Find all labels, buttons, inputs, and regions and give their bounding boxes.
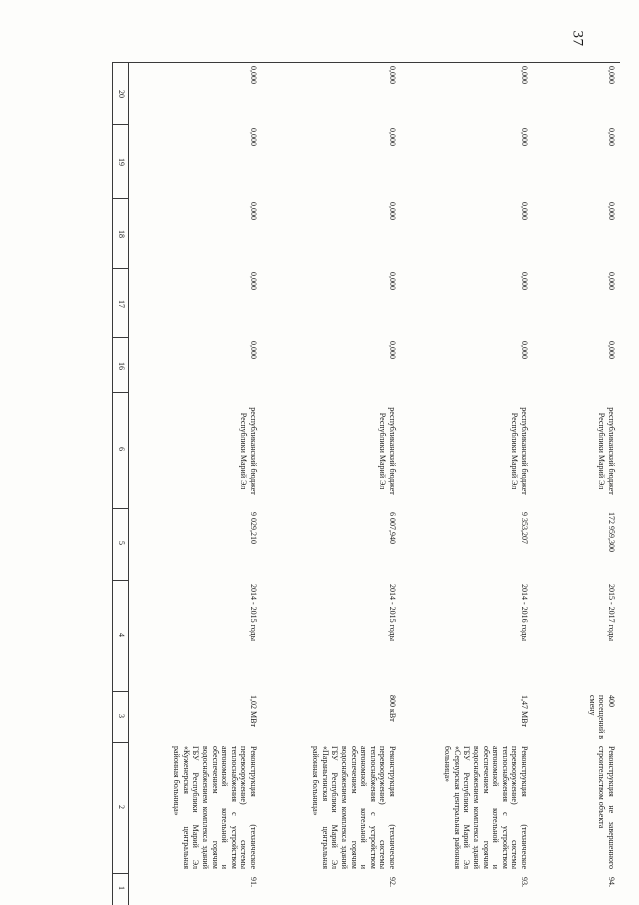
cell-18: 0,000 <box>249 202 258 220</box>
cell-17: 0,000 <box>607 272 616 290</box>
cell-16: 0,000 <box>388 341 397 359</box>
header-col-20: 20 <box>117 90 126 98</box>
header-col-3: 3 <box>117 713 126 718</box>
cell-cost: 9 029,210 <box>249 512 258 544</box>
cell-source: республиканский бюджет Республики Марий Эл <box>239 407 258 495</box>
page-number: 37 <box>569 30 586 47</box>
cell-cost: 172 959,300 <box>607 512 616 552</box>
cell-19: 0,000 <box>520 128 529 146</box>
cell-capacity: 1,02 МВт <box>249 695 258 727</box>
header-column-divider <box>112 337 128 338</box>
cell-20: 0,000 <box>607 66 616 84</box>
cell-19: 0,000 <box>388 128 397 146</box>
header-col-2: 2 <box>117 804 126 809</box>
cell-period: 2015 - 2017 годы <box>607 584 616 641</box>
cell-number: 92. <box>388 877 397 887</box>
cell-19: 0,000 <box>249 128 258 146</box>
header-column-divider <box>112 124 128 125</box>
cell-cost: 6 007,940 <box>388 512 397 544</box>
header-col-6: 6 <box>117 447 126 451</box>
cell-name: Реконструкция (техническое перевооружение) системы теплоснабжения с устройством автономной котельной и обеспечением горячим водоснабжением комплекса зданий ГБУ Республики Марий Эл «Параньгинская центральная районная больница» <box>311 746 397 869</box>
cell-18: 0,000 <box>520 202 529 220</box>
header-column-divider <box>112 268 128 269</box>
header-column-divider <box>112 392 128 393</box>
cell-16: 0,000 <box>607 341 616 359</box>
cell-capacity: 800 кВт <box>388 695 397 722</box>
cell-17: 0,000 <box>388 272 397 290</box>
header-col-19: 19 <box>117 158 126 166</box>
cell-18: 0,000 <box>607 202 616 220</box>
header-col-5: 5 <box>117 541 126 545</box>
header-col-4: 4 <box>117 632 126 637</box>
cell-20: 0,000 <box>249 66 258 84</box>
header-column-divider <box>112 873 128 874</box>
cell-19: 0,000 <box>607 128 616 146</box>
cell-name: Реконструкция (техническое перевооружение) системы теплоснабжения с устройством автономной котельной и обеспечением горячим водоснабжением комплекса зданий ГБУ Республики Марий Эл «Сернурская центральная районная больница» <box>443 746 529 869</box>
header-column-divider <box>112 691 128 692</box>
header-col-16: 16 <box>117 361 126 370</box>
cell-period: 2014 - 2015 годы <box>388 584 397 641</box>
cell-name: Реконструкция (техническое перевооружение) системы теплоснабжения с устройством автономной котельной и обеспечением горячим водоснабжением комплекса зданий ГБУ Республики Марий Эл «Куженерская центральная районная больница» <box>172 746 258 869</box>
cell-cost: 9 353,207 <box>520 512 529 544</box>
table-border-top <box>112 62 620 63</box>
table-border-left <box>112 62 113 905</box>
cell-20: 0,000 <box>520 66 529 84</box>
cell-source: республиканский бюджет Республики Марий Эл <box>378 407 397 495</box>
cell-20: 0,000 <box>388 66 397 84</box>
cell-source: республиканский бюджет Республики Марий Эл <box>510 407 529 495</box>
cell-16: 0,000 <box>520 341 529 359</box>
cell-period: 2014 - 2015 годы <box>249 584 258 641</box>
cell-number: 94. <box>607 877 616 887</box>
header-col-18: 18 <box>117 230 126 238</box>
cell-18: 0,000 <box>388 202 397 220</box>
header-column-divider <box>112 508 128 509</box>
cell-capacity: 1,47 МВт <box>520 695 529 727</box>
header-column-divider <box>112 742 128 743</box>
cell-number: 93. <box>520 877 529 887</box>
header-column-divider <box>112 580 128 581</box>
cell-capacity: 400 посещений в смену <box>587 695 616 740</box>
cell-17: 0,000 <box>249 272 258 290</box>
header-row-divider <box>128 62 129 905</box>
cell-16: 0,000 <box>249 341 258 359</box>
cell-number: 91. <box>249 877 258 887</box>
cell-period: 2014 - 2016 годы <box>520 584 529 641</box>
cell-name: Реконструкция не завершенного строительством объекта <box>597 746 616 869</box>
cell-17: 0,000 <box>520 272 529 290</box>
cell-source: республиканский бюджет Республики Марий Эл <box>597 407 616 495</box>
header-col-17: 17 <box>117 299 126 308</box>
header-col-1: 1 <box>117 886 126 890</box>
header-column-divider <box>112 198 128 199</box>
